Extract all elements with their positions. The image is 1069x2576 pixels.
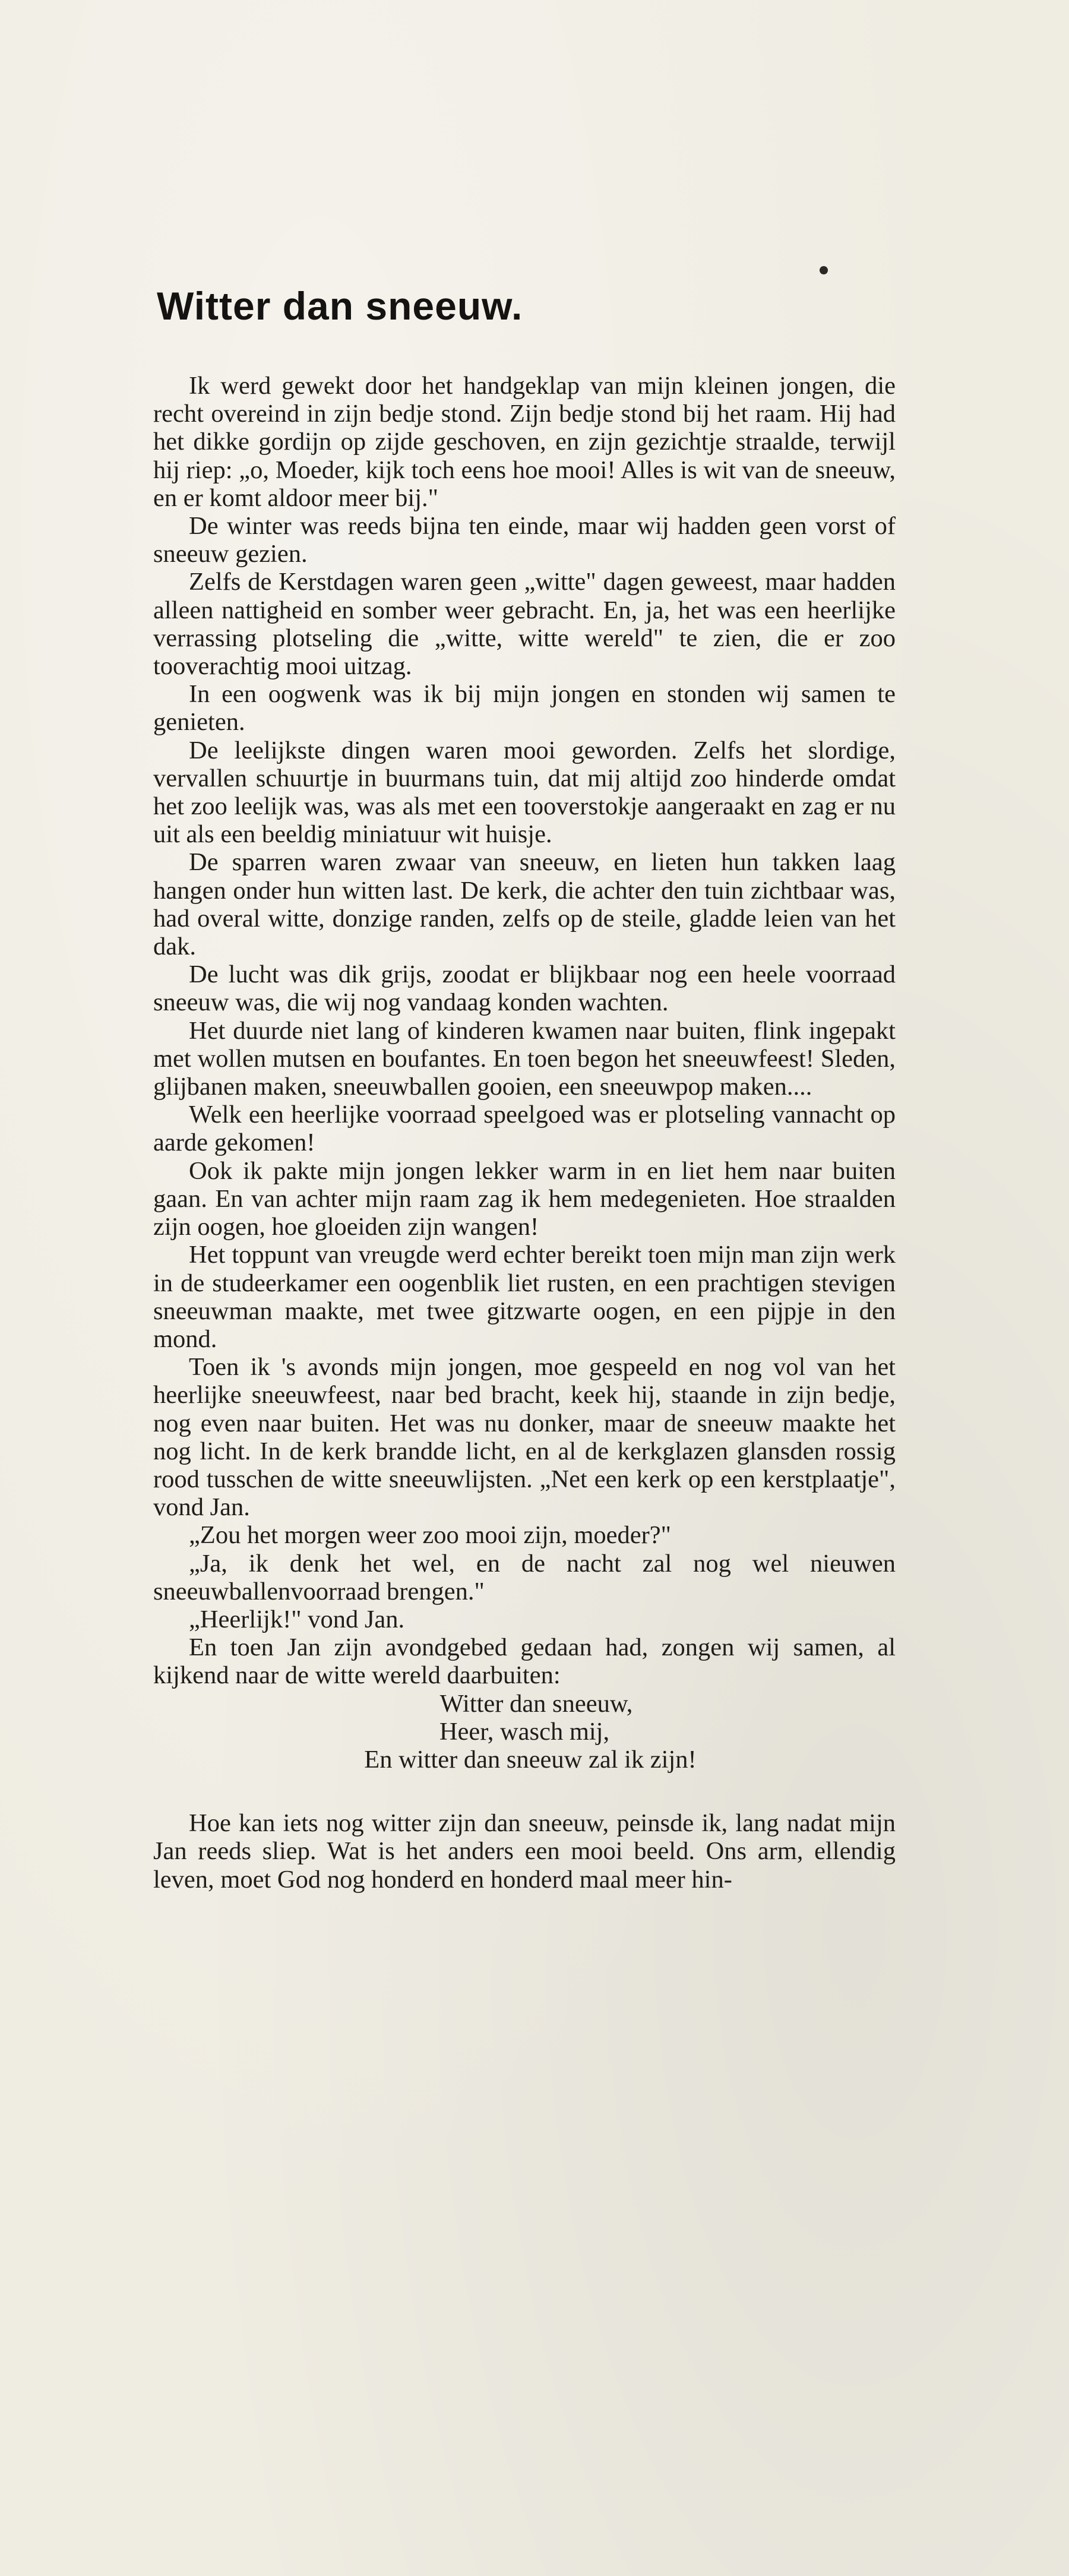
paragraph-4: In een oogwenk was ik bij mijn jongen en stonden wij samen te genieten.: [153, 680, 896, 737]
paragraph-6: De sparren waren zwaar van sneeuw, en lieten hun takken laag hangen onder hun witten last. De kerk, die achter den tuin zichtbaar was, had overal witte, donzige randen, zelfs op de steile, gladde leien van het dak.: [153, 848, 896, 961]
paragraph-14: „Ja, ik denk het wel, en de nacht zal nog wel nieuwen sneeuwballenvoorraad brengen.": [153, 1549, 896, 1605]
paragraph-12: Toen ik 's avonds mijn jongen, moe gespeeld en nog vol van het heerlijke sneeuwfeest, naar bed bracht, keek hij, staande in zijn bedje, nog even naar buiten. Het was nu donker, maar de sneeuw maakte het nog licht. In de kerk brandde licht, en al de kerkglazen glansden rossig rood tusschen de witte sneeuwlijsten. „Net een kerk op een kerstplaatje", vond Jan.: [153, 1353, 896, 1522]
paragraph-15: „Heerlijk!" vond Jan.: [189, 1605, 405, 1633]
paragraph-13: „Zou het morgen weer zoo mooi zijn, moeder?": [189, 1521, 671, 1550]
paragraph-5: De leelijkste dingen waren mooi geworden. Zelfs het slordige, vervallen schuurtje in buurmans tuin, dat mij altijd zoo hinderde omdat het zoo leelijk was, was als met een tooverstokje aangeraakt en zag er nu uit als een beeldig miniatuur wit huisje.: [153, 736, 896, 849]
paragraph-7: De lucht was dik grijs, zoodat er blijkbaar nog een heele voorraad sneeuw was, die wij nog vandaag konden wachten.: [153, 960, 896, 1017]
paragraph-9: Welk een heerlijke voorraad speelgoed was er plotseling vannacht op aarde gekomen!: [153, 1101, 896, 1157]
paragraph-10: Ook ik pakte mijn jongen lekker warm in en liet hem naar buiten gaan. En van achter mijn raam zag ik hem medegenieten. Hoe straalden zijn oogen, hoe gloeiden zijn wangen!: [153, 1156, 896, 1241]
paragraph-2: De winter was reeds bijna ten einde, maar wij hadden geen vorst of sneeuw gezien.: [153, 512, 896, 568]
hymn-verse: [153, 1690, 896, 1774]
paragraph-11: Het toppunt van vreugde werd echter bereikt toen mijn man zijn werk in de studeerkamer een oogenblik liet rusten, en een prachtigen stevigen sneeuwman maakte, met twee gitzwarte oogen, en een pijpje in den mond.: [153, 1241, 896, 1353]
paragraph-8: Het duurde niet lang of kinderen kwamen naar buiten, flink ingepakt met wollen mutsen en boufantes. En toen begon het sneeuwfeest! Sleden, glijbanen maken, sneeuwballen gooien, een sneeuwpop maken....: [153, 1016, 896, 1101]
article: [153, 279, 896, 1894]
paragraph-16: En toen Jan zijn avondgebed gedaan had, zongen wij samen, al kijkend naar de witte wereld daarbuiten:: [153, 1633, 896, 1690]
paragraph-1: Ik werd gewekt door het handgeklap van mijn kleinen jongen, die recht overeind in zijn bedje stond. Zijn bedje stond bij het raam. Hij had het dikke gordijn op zijde geschoven, en zijn gezichtje straalde, terwijl hij riep: „o, Moeder, kijk toch eens hoe mooi! Alles is wit van de sneeuw, en er komt aldoor meer bij.": [153, 372, 896, 512]
hymn-line-1: Witter dan sneeuw,: [439, 1689, 633, 1718]
hymn-line-2: Heer, wasch mij,: [439, 1717, 610, 1746]
closing-paragraph: Hoe kan iets nog witter zijn dan sneeuw, peinsde ik, lang nadat mijn Jan reeds sliep. Wat is het anders een mooi beeld. Ons arm, ellendig leven, moet God nog honderd en honderd maal meer hin-: [153, 1809, 896, 1894]
ink-speck: [820, 266, 828, 274]
hymn-line-3: En witter dan sneeuw zal ik zijn!: [364, 1745, 697, 1774]
paragraph-3: Zelfs de Kerstdagen waren geen „witte" dagen geweest, maar hadden alleen nattigheid en somber weer gebracht. En, ja, het was een heerlijke verrassing plotseling die „witte, witte wereld" te zien, die er zoo tooverachtig mooi uitzag.: [153, 568, 896, 681]
article-title: Witter dan sneeuw.: [157, 284, 523, 328]
